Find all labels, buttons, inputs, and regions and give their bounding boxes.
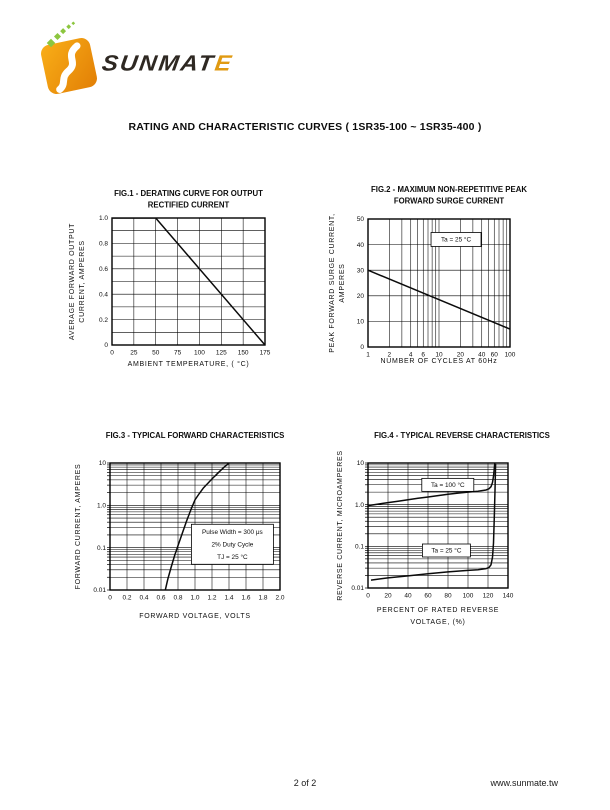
fig4-ytick: 0.1 — [354, 543, 364, 551]
fig2-xtick: 100 — [504, 351, 516, 359]
fig1-xtick: 0 — [110, 349, 114, 357]
fig3-xtick: 2.0 — [275, 594, 285, 602]
fig4-ylabel: REVERSE CURRENT, MICROAMPERES — [337, 450, 344, 601]
fig1-title: FIG.1 - DERATING CURVE FOR OUTPUT — [114, 189, 263, 198]
fig1-xtick: 75 — [173, 349, 182, 357]
fig2-xtick: 10 — [435, 351, 443, 359]
fig2-ytick: 40 — [356, 241, 364, 249]
fig2-annotation-text: Ta = 25 °C — [440, 236, 472, 244]
fig1-derating-curve-chart — [52, 186, 292, 382]
fig4-annotation-text: Ta = 100 °C — [430, 482, 465, 490]
fig1-xtick: 100 — [193, 349, 205, 357]
fig4-xtick: 20 — [384, 592, 392, 600]
fig2-xtick: 40 — [478, 351, 486, 359]
fig3-ytick: 10 — [98, 460, 106, 468]
fig2-surge-current-chart — [318, 184, 558, 380]
fig3-xtick: 1.4 — [224, 594, 234, 602]
fig3-xtick: 1.2 — [207, 594, 217, 602]
fig3-xtick: 1.0 — [190, 594, 200, 602]
sunmate-wordmark — [100, 51, 235, 77]
wordmark-main: SUNMAT — [100, 51, 217, 76]
fig2-ylabel: AMPERES — [339, 263, 346, 303]
wordmark-accent: E — [213, 51, 235, 76]
fig4-xtick: 0 — [366, 592, 370, 600]
fig2-xtick: 20 — [456, 351, 464, 359]
fig1-xtick: 25 — [130, 349, 138, 357]
fig2-title: FORWARD SURGE CURRENT — [393, 196, 505, 206]
page-title: RATING AND CHARACTERISTIC CURVES ( 1SR35-100 ~ 1SR35-400 ) — [128, 121, 482, 133]
fig4-title: FIG.4 - TYPICAL REVERSE CHARACTERISTICS — [374, 431, 550, 440]
fig4-reverse-characteristics-chart — [328, 428, 560, 638]
fig2-ytick: 30 — [356, 267, 364, 275]
fig4-annotation-text: Ta = 25 °C — [431, 547, 462, 555]
sunmate-logo-mark-icon — [34, 18, 104, 98]
fig3-ylabel: FORWARD CURRENT, AMPERES — [75, 463, 82, 590]
fig3-annotation-text: Pulse Width = 300 μs — [202, 528, 263, 536]
fig1-ytick: 0 — [104, 342, 108, 350]
fig4-xlabel: PERCENT OF RATED REVERSE — [376, 607, 500, 614]
fig1-title: RECTIFIED CURRENT — [147, 200, 230, 210]
fig4-xtick: 80 — [444, 592, 452, 600]
fig1-xtick: 125 — [215, 349, 227, 357]
fig2-ylabel: PEAK FORWARD SURGE CURRENT, — [329, 213, 336, 353]
fig4-xtick: 120 — [482, 592, 494, 600]
fig4-ytick: 1.0 — [354, 501, 364, 509]
fig2-xtick: 1 — [366, 351, 370, 359]
website-link[interactable]: www.sunmate.tw — [490, 778, 558, 788]
fig3-forward-characteristics-chart — [58, 428, 303, 630]
fig1-ytick: 1.0 — [98, 215, 108, 223]
fig3-xtick: 0.6 — [156, 594, 166, 602]
page-number: 2 of 2 — [293, 778, 317, 788]
fig2-ytick: 10 — [356, 318, 364, 326]
fig1-xtick: 50 — [152, 349, 160, 357]
fig1-xtick: 150 — [237, 349, 249, 357]
fig2-xtick: 2 — [387, 351, 392, 359]
fig2-xtick: 4 — [408, 351, 413, 359]
fig3-xlabel: FORWARD VOLTAGE, VOLTS — [139, 613, 251, 620]
fig1-xtick: 175 — [259, 349, 271, 357]
fig3-xtick: 0.8 — [173, 594, 183, 602]
fig3-xtick: 1.6 — [241, 594, 251, 602]
fig2-title: FIG.2 - MAXIMUM NON-REPETITIVE PEAK — [371, 185, 527, 194]
fig1-xlabel: AMBIENT TEMPERATURE, ( °C) — [127, 361, 250, 368]
fig3-ytick: 0.1 — [96, 544, 106, 552]
fig1-ylabel: CURRENT, AMPERES — [79, 240, 86, 323]
fig3-xtick: 1.8 — [258, 594, 268, 602]
fig4-xtick: 40 — [404, 592, 412, 600]
fig2-xlabel: NUMBER OF CYCLES AT 60Hz — [380, 358, 498, 365]
fig3-title: FIG.3 - TYPICAL FORWARD CHARACTERISTICS — [105, 431, 285, 440]
fig1-ytick: 0.2 — [98, 316, 108, 324]
fig1-ytick: 0.4 — [98, 291, 108, 299]
fig1-ylabel: AVERAGE FORWARD OUTPUT — [69, 222, 76, 341]
fig3-ytick: 0.01 — [93, 587, 106, 595]
fig1-ytick: 0.6 — [98, 266, 108, 273]
fig4-xtick: 140 — [502, 592, 514, 600]
fig2-ytick: 0 — [360, 344, 364, 352]
fig3-xtick: 0 — [108, 594, 112, 602]
fig2-xtick: 6 — [421, 351, 426, 359]
sunmate-logo — [34, 18, 264, 102]
fig3-xtick: 0.2 — [122, 594, 132, 602]
fig2-ytick: 20 — [356, 293, 364, 300]
fig1-ytick: 0.8 — [98, 240, 108, 248]
fig3-annotation-text: 2% Duty Cycle — [211, 541, 254, 549]
fig2-ytick: 50 — [356, 216, 364, 224]
fig4-xlabel: VOLTAGE, (%) — [410, 619, 466, 626]
fig4-xtick: 100 — [462, 592, 474, 600]
fig2-xtick: 60 — [490, 351, 498, 359]
fig3-xtick: 0.4 — [139, 594, 149, 602]
fig3-ytick: 1.0 — [96, 502, 106, 510]
fig4-ytick: 0.01 — [351, 585, 364, 593]
fig4-xtick: 60 — [424, 592, 432, 600]
fig4-ytick: 10 — [356, 460, 364, 468]
fig3-annotation-text: TJ = 25 °C — [217, 553, 248, 561]
